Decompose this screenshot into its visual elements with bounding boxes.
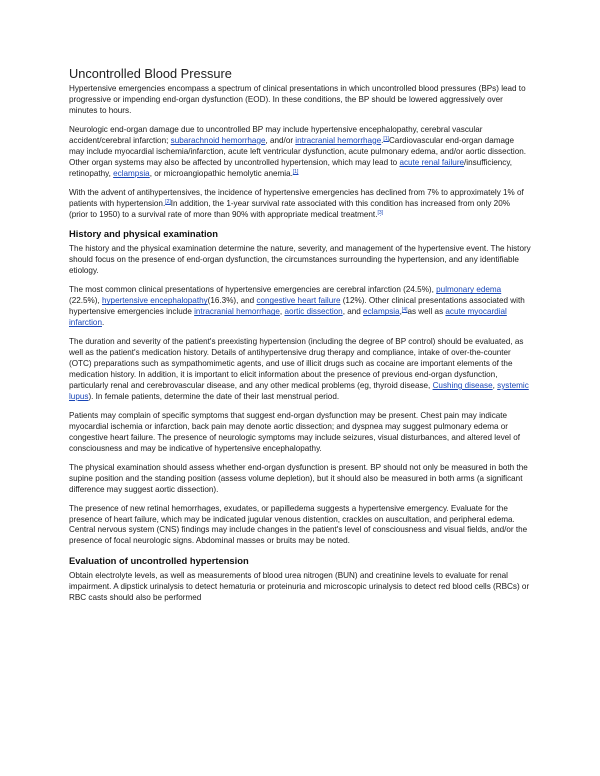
document-page — [69, 66, 531, 612]
symptoms-paragraph: Patients may complain of specific symptoms that suggest end-organ dysfunction may be present. Chest pain may indicate myocardial ischemia or infarction, back pain may denote aortic dissection; and dyspnea may suggest pulmonary edema or congestive heart failure. The presence of neurologic symptoms may include seizures, visual disturbances, and altered level of consciousness and may be indicative of hypertensive encephalopathy. — [69, 410, 521, 453]
page-title: Uncontrolled Blood Pressure — [69, 66, 232, 81]
link-aortic-dissection[interactable]: aortic dissection — [284, 307, 343, 317]
common-presentations-paragraph: The most common clinical presentations of hypertensive emergencies are cerebral infarction (24.5%), pulmonary edema (22.5%), hypertensive encephalopathy(16.3%), and congestive heart failure (12%). Other clinical presentations associated with hypertensive emergencies include intracranial hemorrhage, aortic dissection, and eclampsia,[4]as well as acute myocardial infarction. — [69, 285, 525, 328]
link-eclampsia[interactable]: eclampsia — [113, 168, 150, 178]
reference-link[interactable]: [3] — [377, 209, 384, 216]
link-hypertensive-encephalopathy[interactable]: hypertensive encephalopathy — [101, 296, 208, 306]
link-eclampsia[interactable]: eclampsia — [363, 307, 400, 317]
reference-link[interactable]: [4] — [401, 307, 408, 314]
reference-link[interactable]: [2] — [165, 198, 171, 205]
link-acute-myocardial-infarction[interactable]: acute myocardial infarction — [69, 307, 507, 328]
reference-link[interactable]: [1] — [292, 168, 299, 175]
section-heading-history: History and physical examination — [69, 228, 219, 240]
reference-link[interactable]: [1] — [383, 135, 389, 142]
link-pulmonary-edema[interactable]: pulmonary edema — [436, 285, 502, 295]
advent-paragraph: With the advent of antihypertensives, the incidence of hypertensive emergencies has declined from 7% to approximately 1% of patients with hypertension.[2]In addition, the 1-year survival rate associated with this condition has increased from only 20% (prior to 1950) to a survival rate of more than 90% with appropriate medical treatment.[3] — [69, 187, 524, 219]
history-paragraph: The history and the physical examination determine the nature, severity, and management of the hypertensive event. The history should focus on the presence of end-organ dysfunction, the circumstances surrounding the hypertension, and any identifiable etiology. — [69, 244, 531, 276]
link-congestive-heart-failure[interactable]: congestive heart failure — [256, 296, 341, 306]
retinal-paragraph: The presence of new retinal hemorrhages, exudates, or papilledema suggests a hypertensive emergency. Evaluate for the presence of heart failure, which may be indicated jugular venous distention, crackles on auscultation, and peripheral edema. Central nervous system (CNS) findings may include changes in the patient's level of consciousness and visual fields, and/or the presence of focal neurologic signs. Abdominal masses or bruits may be noted. — [69, 503, 528, 546]
section-heading-evaluation: Evaluation of uncontrolled hypertension — [69, 555, 249, 567]
link-intracranial-hemorrhage[interactable]: intracranial hemorrhage — [194, 307, 280, 317]
duration-paragraph: The duration and severity of the patient's preexisting hypertension (including the degree of BP control) should be evaluated, as well as the patient's medication history. Details of antihypertensive drug therapy and compliance, intake of over-the-counter (OTC) preparations such as sympathomimetic agents, and use of illicit drugs such as cocaine are important elements of the medication history. In addition, it is important to elicit information about the presence of previous end-organ dysfunction, particularly renal and cerebrovascular disease, and any other medical problems (eg, thyroid disease, Cushing disease, systemic lupus). In female patients, determine the date of their last menstrual period. — [69, 337, 529, 401]
intro-paragraph: Hypertensive emergencies encompass a spectrum of clinical presentations in which uncontrolled blood pressures (BPs) lead to progressive or impending end-organ dysfunction (EOD). In these conditions, the BP should be lowered aggressively over minutes to hours. — [69, 84, 526, 115]
link-subarachnoid-hemorrhage[interactable]: subarachnoid hemorrhage — [170, 135, 266, 145]
link-acute-renal-failure[interactable]: acute renal failure — [399, 157, 465, 167]
neurologic-paragraph: Neurologic end-organ damage due to uncontrolled BP may include hypertensive encephalopathy, cerebral vascular accident/cerebral infarction; subarachnoid hemorrhage, and/or intracranial hemorrhage.[1]Cardiovascular end-organ damage may include myocardial ischemia/infarction, acute left ventricular dysfunction, acute pulmonary edema, and/or aortic dissection. Other organ systems may also be affected by uncontrolled hypertension, which may lead to acute renal failure/insufficiency, retinopathy, eclampsia, or microangiopathic hemolytic anemia.[1] — [69, 124, 527, 178]
link-cushing-disease[interactable]: Cushing disease — [432, 380, 493, 390]
evaluation-paragraph: Obtain electrolyte levels, as well as measurements of blood urea nitrogen (BUN) and creatinine levels to evaluate for renal impairment. A dipstick urinalysis to detect hematuria or proteinuria and microscopic urinalysis to detect red blood cells (RBCs) or RBC casts should also be performed — [69, 571, 530, 603]
link-systemic-lupus[interactable]: systemic lupus — [69, 380, 529, 401]
physical-exam-paragraph: The physical examination should assess whether end-organ dysfunction is present. BP should not only be measured in both the supine position and the standing position (assess volume depletion), but it should also be measured in both arms (a significant difference may suggest aortic dissection). — [69, 462, 528, 494]
link-intracranial-hemorrhage[interactable]: intracranial hemorrhage — [295, 135, 382, 145]
